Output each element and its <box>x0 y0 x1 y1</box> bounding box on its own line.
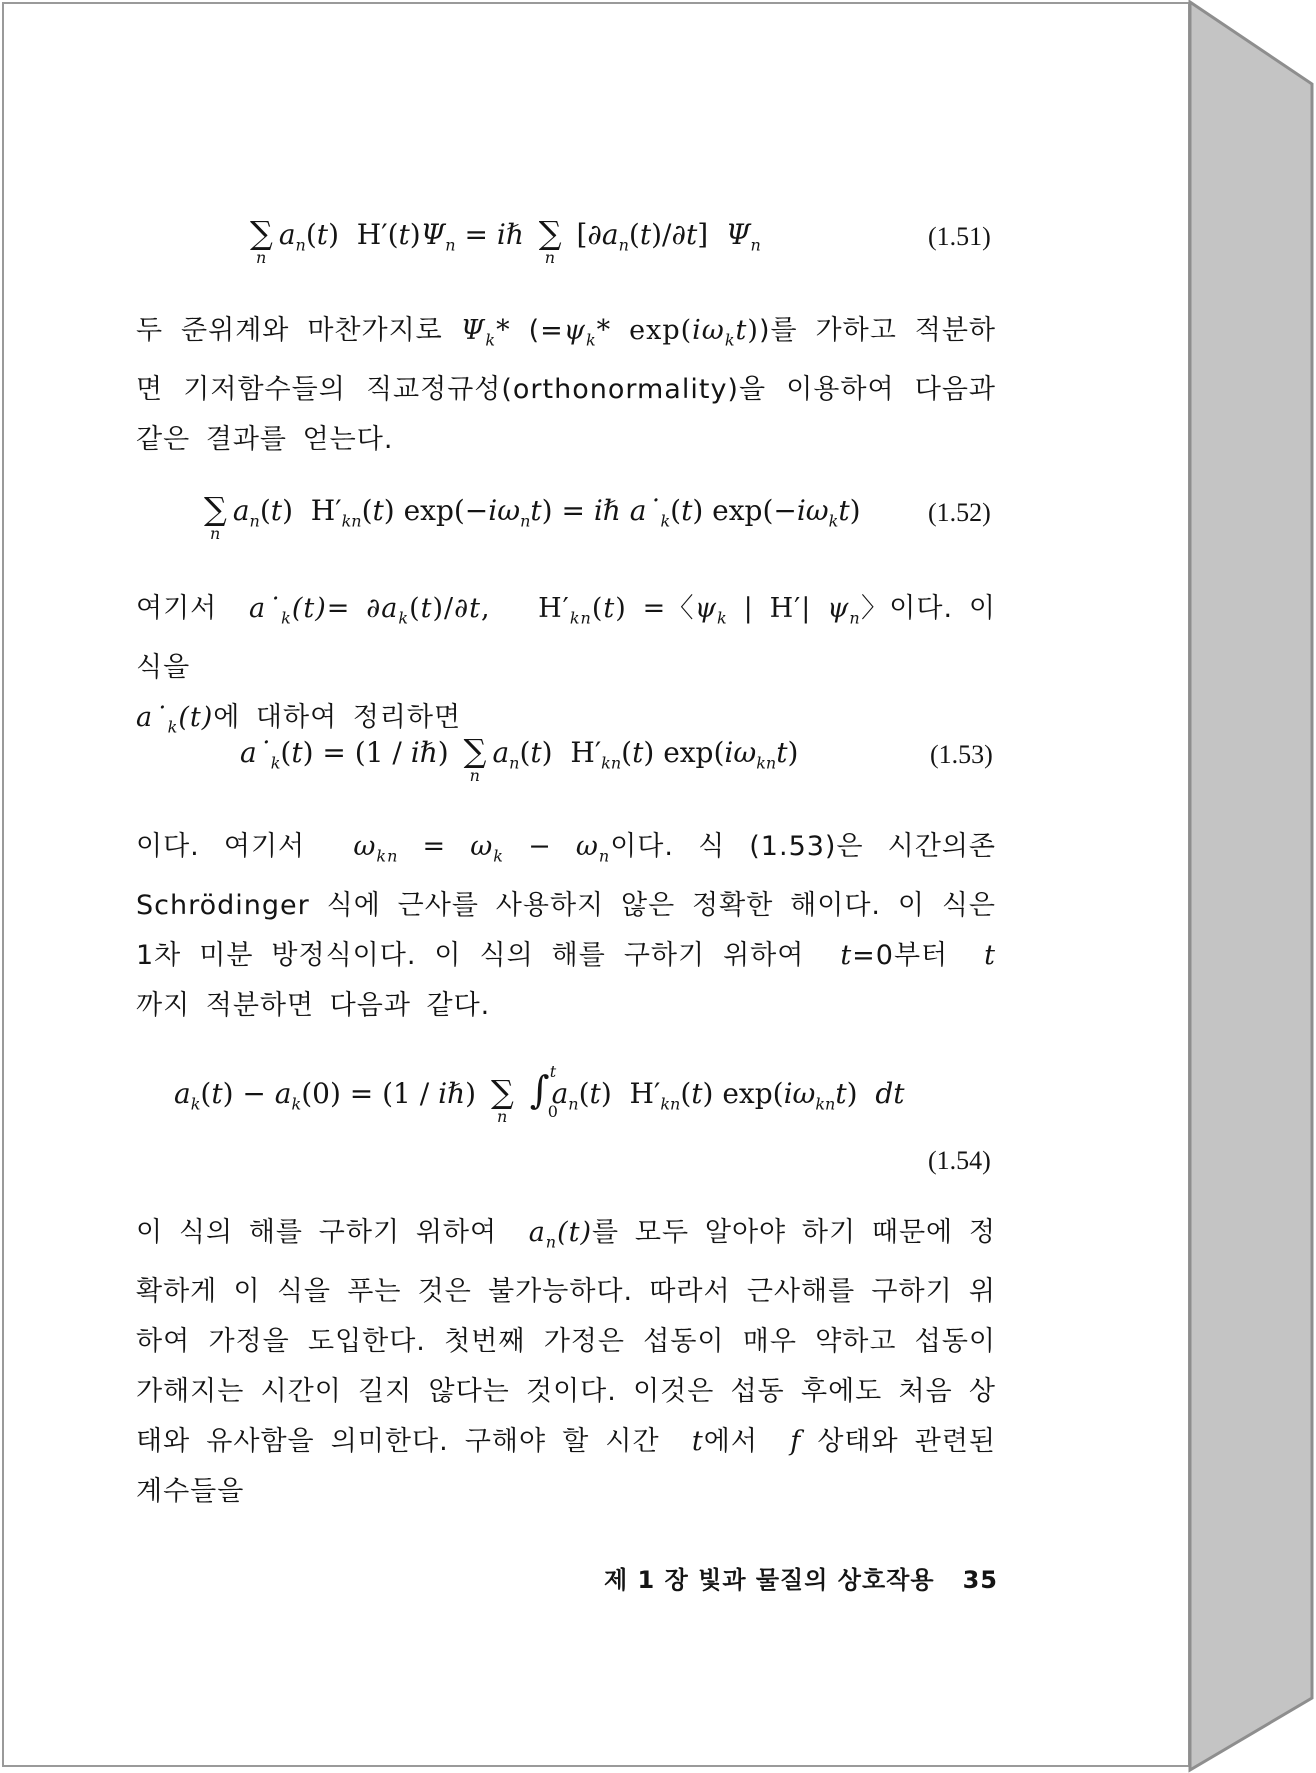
equation-number: (1.52) <box>928 498 991 527</box>
equation-1-51: ∑ n $a_n(t) H'(t)\Psi_n$ = iℏ ∑ n $[\partial a_n(t)/\partial t]$ $\Psi_n$ <box>250 214 761 267</box>
paragraph-4: 이 식의 해를 구하기 위하여 $a_n(t)$를 모두 알아야 하기 때문에 정확하게 이 식을 푸는 것은 불가능하다. 따라서 근사해를 구하기 위하여 가정을 도입한다. 첫번째 가정은 섭동이 매우 약하고 섭동이 가해지는 시간이 길지 않다는 것이다. 이것은 섭동 후에도 처음 상태와 유사함을 의미한다. 구해야 할 시간 t에서 f 상태와 관련된 계수들을 <box>136 1217 996 1508</box>
paragraph-2: 여기서 $a˙_k(t)= \partial a_k(t)/\partial t$, $H'_{kn}(t)$ =〈$\psi_k$ | H′| $\psi_n$〉이다. 이 식을 $a˙_k(t)$에 대하여 정리하면 <box>136 593 996 737</box>
equation-1-54: $a_k(t) - a_k(0) = (1$ / iℏ) ∑ n ∫ t 0 $a_n(t)$ $H'_{kn}(t)$ $\exp(i\omega_{kn}t)$ dt <box>174 1062 905 1126</box>
chapter-title: 제 1 장 빛과 물질의 상호작용 <box>604 1566 935 1594</box>
equation-number: (1.53) <box>930 740 993 769</box>
paragraph-3: 이다. 여기서 $\omega_{kn} = \omega_k - \omega_n$이다. 식 (1.53)은 시간의존 Schrödinger 식에 근사를 사용하지 않은 정확한 해이다. 이 식은 1차 미분 방정식이다. 이 식의 해를 구하기 위하여 t=0부터 t까지 적분하면 다음과 같다. <box>136 831 996 1022</box>
equation-number: (1.54) <box>928 1146 991 1175</box>
paragraph-1: 두 준위계와 마찬가지로 $\Psi_k*$ ($=\psi_k*$ $\exp(i\omega_kt)$)를 가하고 적분하면 기저함수들의 직교정규성(orthonormality)을 이용하여 다음과 같은 결과를 얻는다. <box>136 315 996 456</box>
equation-number: (1.51) <box>928 222 991 251</box>
equation-1-53: $a˙_k(t) = (1$ / iℏ) ∑ n $a_n(t)$ $H'_{kn}(t)$ $\exp(i\omega_{kn}t)$ <box>240 732 799 785</box>
page-number: 35 <box>962 1566 998 1594</box>
equation-1-52: ∑ n $a_n(t)$ $H'_{kn}(t) \exp(-i\omega_nt)$ = iℏ $a˙_k(t)$ $\exp(-i\omega_kt)$ <box>204 490 861 543</box>
page-footer <box>604 1560 998 1595</box>
